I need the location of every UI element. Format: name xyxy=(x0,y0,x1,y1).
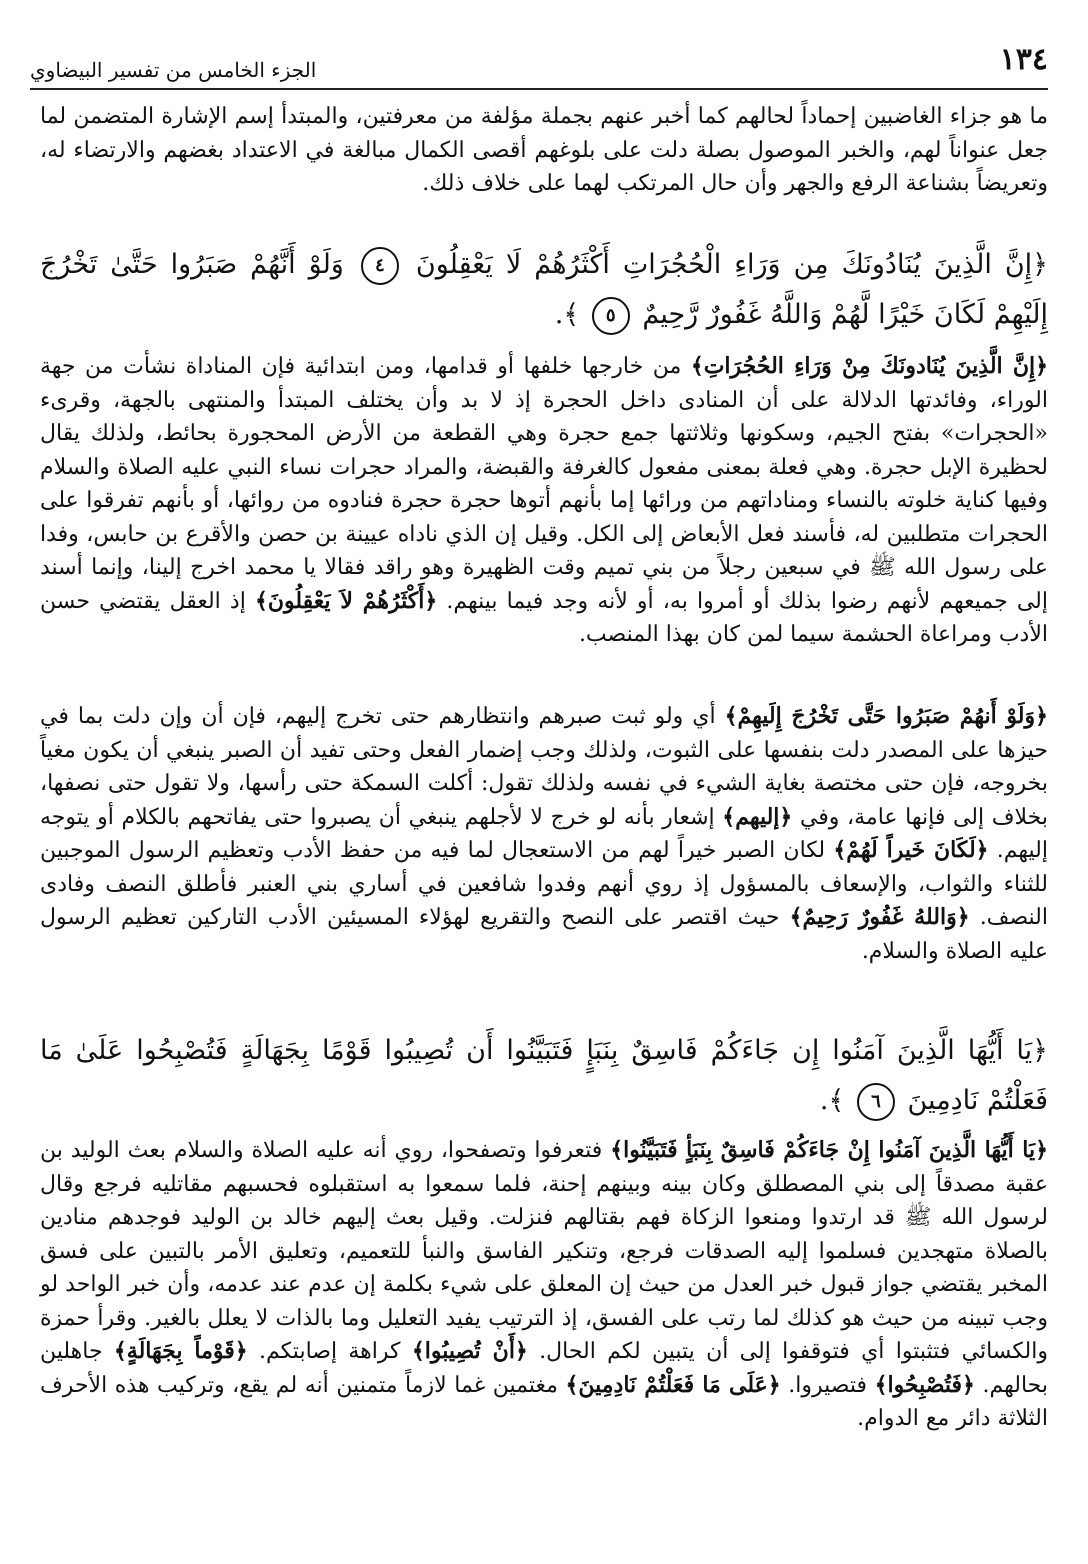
paragraph-text: فتصيروا. xyxy=(780,1372,875,1398)
paragraph-text: أي ولو ثبت صبرهم وانتظارهم حتى تخرج إليهم، فإن أن وإن دلت بما في حيزها على المصدر دلت بنفسها على الثبوت، ولذلك وجب إضمار الفعل وحتى تفيد أن الصبر ينبغي أن يكون مغياً بخروجه، فإن حتى مختصة بغاية الشيء في نفسه ولذلك تقول: أكلت السمكة حتى رأسها، ولا تقول حتى نصفها، بخلاف إلى فإنها عامة، وفي xyxy=(40,704,1048,830)
paragraph-text: جاهلين بحالهم. xyxy=(40,1339,1048,1398)
paragraph-text: مغتمين غما لازماً متمنين أنه لم يقع، وتركيب هذه الأحرف الثلاثة دائر مع الدوام. xyxy=(40,1372,1048,1431)
page-header xyxy=(30,40,1048,90)
quoted-verse: ﴿وَاللهُ غَفُورٌ رَحِيمٌ﴾ xyxy=(789,904,970,930)
verse-text: ﴿يَا أَيُّهَا الَّذِينَ آمَنُوا إِن جَاءَكُمْ فَاسِقٌ بِنَبَإٍ فَتَبَيَّنُوا أَن تُصِيبُوا قَوْمًا بِجَهَالَةٍ فَتُصْبِحُوا عَلَىٰ مَا فَعَلْتُمْ نَادِمِينَ xyxy=(40,1035,1048,1116)
verse-text: وَلَوْ أَنَّهُمْ صَبَرُوا حَتَّىٰ تَخْرُجَ إِلَيْهِمْ لَكَانَ خَيْرًا لَّهُمْ وَاللَّهُ غَفُورٌ رَّحِيمٌ xyxy=(40,249,1048,330)
running-title: الجزء الخامس من تفسير البيضاوي xyxy=(30,58,317,82)
paragraph-text: فتعرفوا وتصفحوا، روي أنه عليه الصلاة والسلام بعث الوليد بن عقبة مصدقاً إلى بني المصطلق وكان بينه وبينهم إحنة، فلما سمعوا به استقبلوه فحسبهم مقاتليه فرجع وقال لرسول الله ﷺ قد ارتدوا ومنعوا الزكاة فهم بقتالهم فنزلت. وقيل بعث إليهم خالد بن الوليد فوجدهم منادين بالصلاة متهجدين فسلموا إليه الصدقات فرجع، وتنكير الفاسق والنبأ للتعميم، وتعليق الأمر بالتبين على فسق المخبر يقتضي جواز قبول خبر العدل من حيث إن المعلق على شيء بكلمة إن عدم عند عدمه، وأن خبر الواحد لو وجب تبينه من حيث هو كذلك لما رتب على الفسق، إذ الترتيب يفيد التعليل وما بالذات لا يعلل بالغير. وقرأ حمزة والكسائي فتثبتوا أي فتوقفوا إلى أن يتبين لكم الحال. xyxy=(40,1138,1048,1364)
quoted-verse: ﴿وَلَوْ أَنهُمْ صَبَرُوا حَتَّى تَخْرُجَ إِلَيهِمْ﴾ xyxy=(724,703,1048,729)
quoted-verse: ﴿أَنْ تُصِيبُوا﴾ xyxy=(411,1338,528,1364)
paragraph-text: من خارجها خلفها أو قدامها، ومن ابتدائية فإن المناداة نشأت من جهة الوراء، وفائدتها الدلالة على أن المنادى داخل الحجرة إذ لا بد وأن يختلف المبتدأ والمنتهى بالجهة، وقرىء «الحجرات» بفتح الجيم، وسكونها وثلاثتها جمع حجرة وهي القطعة من الأرض المحجورة بحائط، ولذلك يقال لحظيرة الإبل حجرة. وهي فعلة بمعنى مفعول كالغرفة والقبضة، والمراد حجرات نساء النبي عليه الصلاة والسلام وفيها كناية خلوته بالنساء ومناداتهم من ورائها إما بأنهم أتوها حجرة حجرة فنادوه من روائها، أو بأنهم تفرقوا على الحجرات متطلبين له، فأسند فعل الأبعاض إلى الكل. وقيل إن الذي ناداه عيينة بن حصن والأقرع بن حابس، وفدا على رسول الله ﷺ في سبعين رجلاً من بني تميم وقت الظهيرة وهو راقد فقالا يا محمد اخرج إلينا، وإنما أسند إلى جميعهم لأنهم رضوا بذلك أو أمروا به، أو لأنه وجد فيما بينهم. xyxy=(40,354,1048,614)
paragraph-1 xyxy=(40,100,1048,201)
paragraph-text: ما هو جزاء الغاضبين إحماداً لحالهم كما أخبر عنهم بجملة مؤلفة من معرفتين، والمبتدأ إسم الإشارة المتضمن لما جعل عنواناً لهم، والخبر الموصول بصلة دلت على بلوغهم أقصى الكمال مبالغة في الاعتداد بغضهم والارتضاء له، وتعريضاً بشناعة الرفع والجهر وأن حال المرتكب لهما على خلاف ذلك. xyxy=(40,104,1048,196)
quoted-verse: ﴿أَكْثَرُهُمْ لاَ يَعْقِلُونَ﴾ xyxy=(254,587,438,614)
verse-text: ﴿إِنَّ الَّذِينَ يُنَادُونَكَ مِن وَرَاءِ الْحُجُرَاتِ أَكْثَرُهُمْ لَا يَعْقِلُونَ xyxy=(415,249,1048,280)
quoted-verse: ﴿لَكَانَ خَيراً لَهُمْ﴾ xyxy=(833,837,989,863)
paragraph-2 xyxy=(40,350,1048,652)
paragraph-text: كراهة إصابتكم. xyxy=(247,1339,412,1364)
quoted-verse: ﴿فَتُصْبِحُوا﴾ xyxy=(874,1371,975,1398)
verse-number-marker: ٦ xyxy=(857,1083,895,1121)
quoted-verse: ﴿إليهم﴾ xyxy=(722,803,793,830)
verse-number-marker: ٤ xyxy=(361,247,399,285)
verse-end-bracket: ﴾. xyxy=(554,299,580,330)
quoted-verse: ﴿عَلَى مَا فَعَلْتُمْ نَادِمِينَ﴾ xyxy=(565,1371,781,1398)
quran-verse-6 xyxy=(40,1026,1048,1126)
quoted-verse: ﴿إِنَّ الَّذِينَ يُنَادونَكَ مِنْ وَرَاءِ الحُجُرَاتِ﴾ xyxy=(690,353,1048,379)
page-number: ١٣٤ xyxy=(999,42,1048,77)
paragraph-text: إشعار بأنه لو خرج لا لأجلهم ينبغي أن يصبروا حتى يفاتحهم بالكلام أو يتوجه إليهم. xyxy=(40,804,1048,863)
paragraph-text: إذ العقل يقتضي حسن الأدب ومراعاة الحشمة سيما لمن كان بهذا المنصب. xyxy=(40,588,1048,647)
quran-verse-4-5 xyxy=(40,240,1048,340)
paragraph-3 xyxy=(40,700,1048,968)
paragraph-text: لكان الصبر خيراً لهم من الاستعجال لما فيه من حفظ الأدب وتعظيم الرسول الموجبين للثناء والثواب، والإسعاف بالمسؤول إذ روي أنهم وفدوا شافعين في أساري بني العنبر فأطلق النصف وفادى النصف. xyxy=(40,838,1048,930)
paragraph-4 xyxy=(40,1134,1048,1436)
verse-number-marker: ٥ xyxy=(592,297,630,335)
paragraph-text: حيث اقتصر على النصح والتقريع لهؤلاء المسيئين الأدب التاركين تعظيم الرسول عليه الصلاة والسلام. xyxy=(40,905,1048,964)
quoted-verse: ﴿قَوْماً بِجَهَالَةٍ﴾ xyxy=(113,1338,248,1364)
quoted-verse: ﴿يَا أَيُّهَا الَّذِينَ آمَنُوا إِنْ جَاءَكُمْ فَاسِقٌ بِنَبَأٍ فَتَبَيَّنُوا﴾ xyxy=(610,1137,1048,1163)
verse-end-bracket: ﴾. xyxy=(819,1085,845,1116)
